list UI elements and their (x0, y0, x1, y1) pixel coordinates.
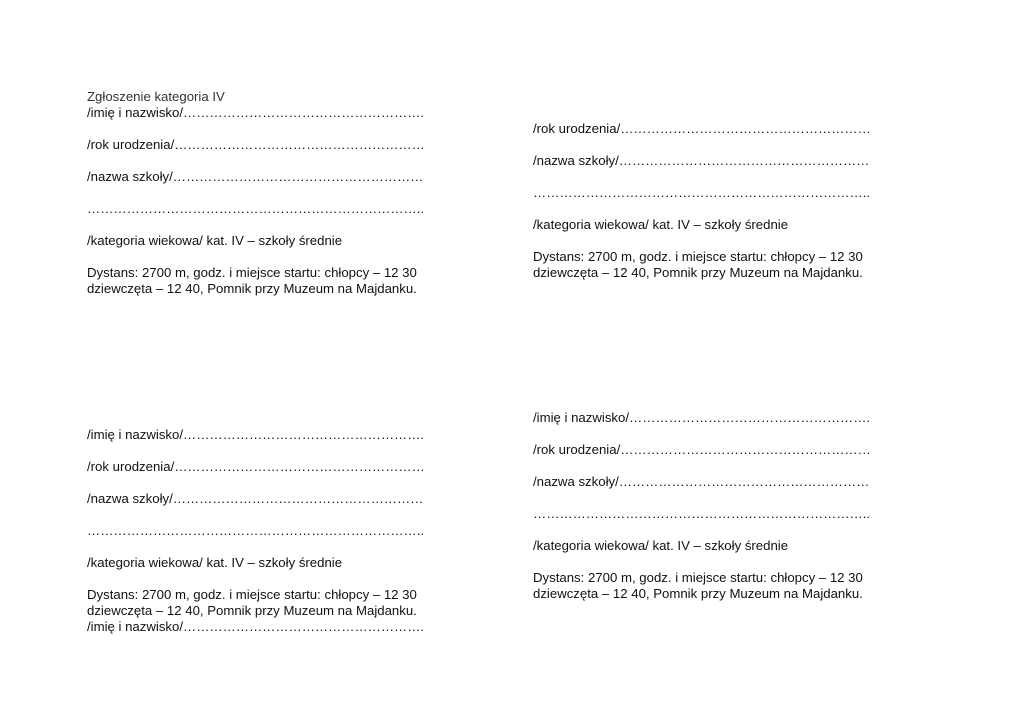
registration-form-bottom-left (87, 427, 487, 635)
start-location-line: dziewczęta – 12 40, Pomnik przy Muzeum na Majdanku. (87, 603, 417, 618)
birth-year-field-line: /rok urodzenia/………………………………………………… (533, 442, 871, 457)
name-field-line: /imię i nazwisko/………………………………………………. (87, 427, 425, 442)
school-field-line: /nazwa szkoły/………………………………………………… (533, 474, 870, 489)
category-line: /kategoria wiekowa/ kat. IV – szkoły średnie (87, 555, 343, 570)
registration-form-bottom-right (533, 410, 933, 602)
category-line: /kategoria wiekowa/ kat. IV – szkoły średnie (87, 233, 343, 248)
birth-year-field-line: /rok urodzenia/………………………………………………… (87, 459, 425, 474)
birth-year-field-line: /rok urodzenia/………………………………………………… (87, 137, 425, 152)
start-location-line: dziewczęta – 12 40, Pomnik przy Muzeum na Majdanku. (87, 281, 417, 296)
start-location-line: dziewczęta – 12 40, Pomnik przy Muzeum na Majdanku. (533, 586, 863, 601)
registration-form-top-left (87, 89, 487, 297)
category-line: /kategoria wiekowa/ kat. IV – szkoły średnie (533, 217, 789, 232)
name-field-line: /imię i nazwisko/………………………………………………. (87, 619, 425, 634)
distance-line: Dystans: 2700 m, godz. i miejsce startu: chłopcy – 12 30 (87, 265, 417, 280)
form-title: Zgłoszenie kategoria IV (87, 89, 225, 104)
name-field-line: /imię i nazwisko/………………………………………………. (533, 410, 871, 425)
name-field-line: /imię i nazwisko/………………………………………………. (87, 105, 425, 120)
distance-line: Dystans: 2700 m, godz. i miejsce startu: chłopcy – 12 30 (87, 587, 417, 602)
registration-form-top-right (533, 121, 933, 281)
school-extra-line: ………………………………………………………………….. (87, 523, 425, 538)
distance-line: Dystans: 2700 m, godz. i miejsce startu: chłopcy – 12 30 (533, 249, 863, 264)
school-extra-line: ………………………………………………………………….. (87, 201, 425, 216)
school-extra-line: ………………………………………………………………….. (533, 506, 871, 521)
birth-year-field-line: /rok urodzenia/………………………………………………… (533, 121, 871, 136)
school-extra-line: ………………………………………………………………….. (533, 185, 871, 200)
school-field-line: /nazwa szkoły/………………………………………………… (533, 153, 870, 168)
category-line: /kategoria wiekowa/ kat. IV – szkoły średnie (533, 538, 789, 553)
distance-line: Dystans: 2700 m, godz. i miejsce startu: chłopcy – 12 30 (533, 570, 863, 585)
start-location-line: dziewczęta – 12 40, Pomnik przy Muzeum na Majdanku. (533, 265, 863, 280)
school-field-line: /nazwa szkoły/………………………………………………… (87, 491, 424, 506)
school-field-line: /nazwa szkoły/………………………………………………… (87, 169, 424, 184)
